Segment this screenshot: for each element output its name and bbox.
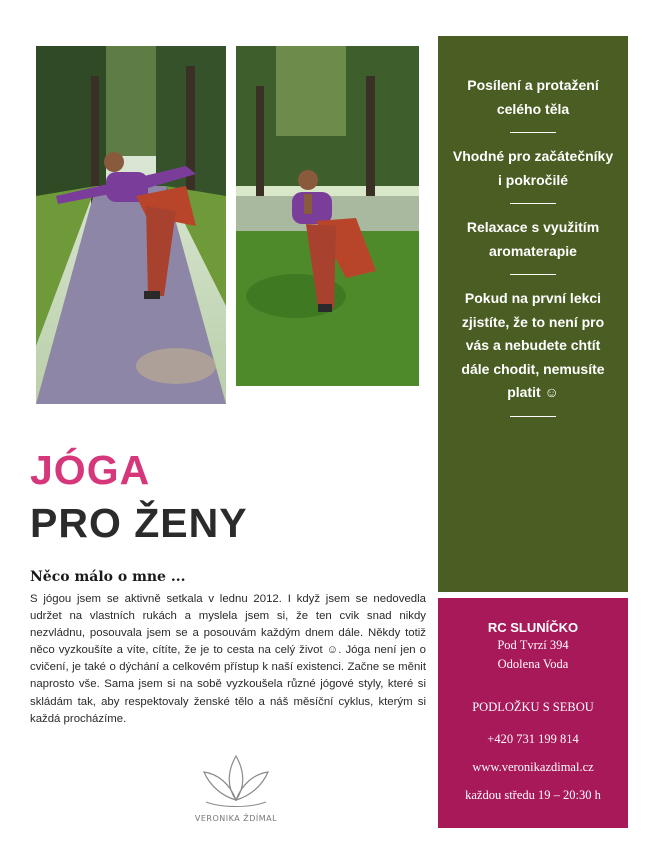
divider xyxy=(510,132,556,133)
photo-yoga-dancer-pose xyxy=(36,46,226,404)
about-body: S jógou jsem se aktivně setkala v lednu 2012. I když jsem se nedovedla udržet na vlastních rukách a myslela jsem si, že ten cvik snad nikdy nezvládnu, posouvala jsem se a posouvám každým dnem dále. Někdy totiž něco vyzkoušíte a víte, cítíte, že je to cesta na celý život ☺. Jóga není jen o cvičení, je také o dýchání a celkovém přístup k naší existenci. Začne se měnit naprosto vše. Sama jsem si na sobě vyzkoušela různé jógové styly, které si skládám tak, aby respektovaly ženské tělo a náš měsíční cyklus, kterým si každá procházíme. xyxy=(30,593,426,725)
benefits-panel xyxy=(438,36,628,592)
schedule: každou středu 19 – 20:30 h xyxy=(465,788,601,802)
divider xyxy=(510,203,556,204)
benefit-item: Relaxace s využitím aromaterapie xyxy=(466,219,600,259)
title-yoga: JÓGA xyxy=(30,447,151,493)
lotus-icon xyxy=(186,748,286,812)
website-link: www.veronikazdimal.cz xyxy=(472,760,594,774)
title-for-women: PRO ŽENY xyxy=(30,500,248,546)
venue-city: Odolena Voda xyxy=(497,657,569,671)
about-heading: Něco málo o mne ... xyxy=(30,569,186,585)
info-panel xyxy=(438,598,628,828)
bring-mat-note: PODLOŽKU S SEBOU xyxy=(472,700,594,714)
venue-name: RC SLUNÍČKO xyxy=(487,620,579,635)
photo-yoga-tree-pose xyxy=(236,46,419,386)
benefit-item: Pokud na první lekci zjistíte, že to není pro vás a nebudete chtít dále chodit, nemusíte platit ☺ xyxy=(461,290,605,400)
venue-street: Pod Tvrzí 394 xyxy=(497,638,569,652)
benefit-item: Vhodné pro začátečníky i pokročilé xyxy=(452,148,614,188)
brand-logo xyxy=(186,748,286,830)
phone-number: +420 731 199 814 xyxy=(487,732,579,746)
divider xyxy=(510,416,556,417)
benefit-item: Posílení a protažení celého těla xyxy=(467,77,599,117)
brand-logo-text: VERONIKA ŽDÍMAL xyxy=(194,814,278,823)
divider xyxy=(510,274,556,275)
